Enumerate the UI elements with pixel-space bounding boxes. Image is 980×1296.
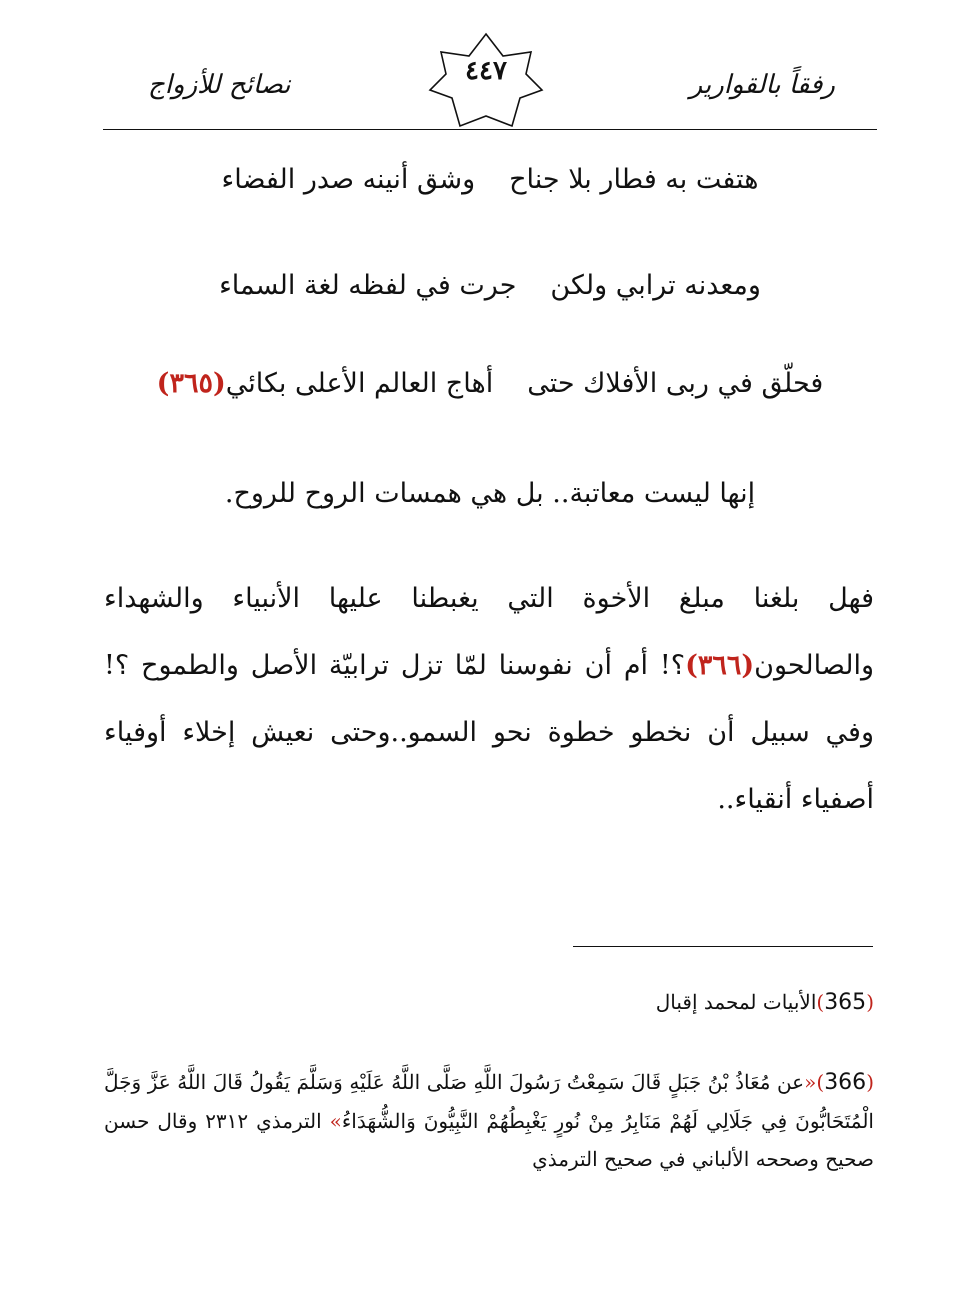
quote-mark: » <box>329 1109 342 1133</box>
body-paragraph <box>104 565 874 833</box>
footnote <box>104 1063 874 1178</box>
verse-first-hemistich: هتفت به فطار بلا جناح <box>509 164 759 195</box>
book-title-header: رفقاً بالقوارير <box>689 70 835 100</box>
quote-mark: « <box>804 1070 817 1094</box>
verse-second-hemistich: وشق أنينه صدر الفضاء <box>221 164 476 195</box>
footnote-divider <box>573 946 873 947</box>
footnote-paren: ) <box>816 1070 825 1094</box>
verse-line <box>0 368 980 399</box>
page-number: ٤٤٧ <box>465 56 507 86</box>
verse-line <box>0 270 980 301</box>
footnote-number: 366 <box>824 1070 867 1095</box>
hadith-text: عن مُعَاذُ بْنُ جَبَلٍ قَالَ سَمِعْتُ رَسُولَ اللَّهِ صَلَّى اللَّهُ عَلَيْهِ وَسَلَّمَ يَقُولُ قَالَ اللَّهُ عَزَّ وَجَلَّ الْمُتَحَابُّونَ فِي جَلَالِي لَهُمْ مَنَابِرُ مِنْ نُورٍ يَغْبِطُهُمْ النَّبِيُّونَ وَالشُّهَدَاءُ <box>104 1070 874 1133</box>
paragraph-text: فهل بلغنا مبلغ الأخوة التي يغبطنا عليها الأنبياء والشهداء والصالحون <box>104 583 874 681</box>
verse-first-hemistich: فحلّق في ربى الأفلاك حتى <box>527 368 824 399</box>
verse-line <box>0 164 980 195</box>
verse-second-hemistich: جرت في لفظه لغة السماء <box>219 270 517 301</box>
verse-first-hemistich: ومعدنه ترابي ولكن <box>550 270 761 301</box>
footnote-reference[interactable]: (٣٦٥) <box>156 368 226 399</box>
footnote-paren: ( <box>866 1070 874 1094</box>
paragraph-text: ؟! أم أن نفوسنا لمّا تزل ترابيّة الأصل والطموح ؟! وفي سبيل أن نخطو خطوة نحو السمو..وحتى نعيش إخلاء أوفياء أصفياء أنقياء.. <box>104 650 874 815</box>
footnote-reference[interactable]: (٣٦٦) <box>685 650 755 681</box>
footnote-text: الأبيات لمحمد إقبال <box>655 990 817 1014</box>
page-number-badge <box>428 32 544 132</box>
footnote <box>104 990 874 1015</box>
footnote-paren: ) <box>816 990 825 1014</box>
statement-line: إنها ليست معاتبة.. بل هي همسات الروح للروح. <box>224 478 756 509</box>
header-divider <box>103 129 877 130</box>
verse-second-hemistich: أهاج العالم الأعلى بكائي <box>225 368 494 399</box>
footnote-number: 365 <box>824 990 867 1015</box>
section-title-header: نصائح للأزواج <box>148 70 291 100</box>
footnote-paren: ( <box>866 990 874 1014</box>
hadith-source: الترمذي ٢٣١٢ وقال حسن صحيح وصححه الألباني في صحيح الترمذي <box>104 1109 874 1171</box>
